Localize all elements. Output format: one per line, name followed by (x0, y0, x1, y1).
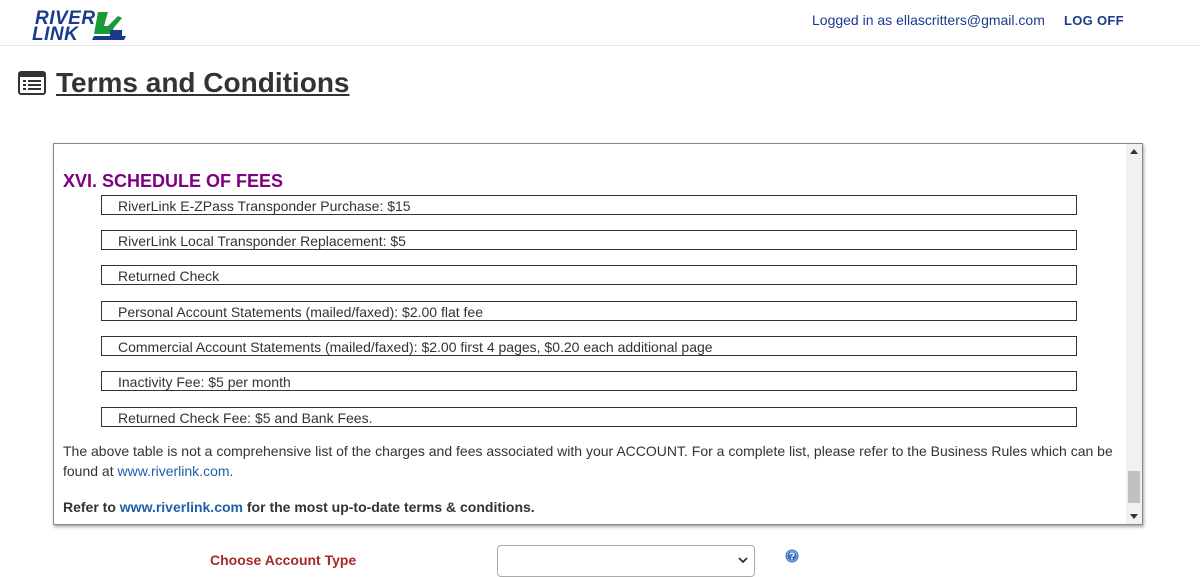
refer-note (63, 499, 535, 515)
logo-text-link: LINK (32, 24, 79, 45)
riverlink-logo[interactable] (32, 8, 132, 44)
list-card-icon (18, 71, 46, 95)
fee-row: RiverLink Local Transponder Replacement: $5 (101, 230, 1077, 250)
help-icon[interactable] (785, 549, 799, 563)
account-type-select[interactable] (497, 545, 755, 577)
disclaimer-text: The above table is not a comprehensive list of the charges and fees associated with your ACCOUNT. For a complete list, please refer to the Business Rules which can be found at (63, 443, 1113, 479)
svg-text:?: ? (788, 551, 796, 563)
chevron-down-icon (738, 556, 748, 564)
fees-disclaimer (63, 441, 1113, 481)
account-type-label: Choose Account Type (210, 552, 357, 568)
bridge-logo-icon (92, 10, 128, 44)
logged-in-status: Logged in as ellascritters@gmail.com (812, 12, 1045, 28)
logo-text-river: RIVER (35, 8, 96, 29)
vertical-scrollbar[interactable] (1126, 144, 1142, 524)
top-header (0, 0, 1200, 46)
fee-row: Returned Check (101, 265, 1077, 285)
fees-section-heading: XVI. SCHEDULE OF FEES (63, 171, 284, 191)
fee-row: Personal Account Statements (mailed/faxed): $2.00 flat fee (101, 301, 1077, 321)
fee-row: Returned Check Fee: $5 and Bank Fees. (101, 407, 1077, 427)
log-off-button[interactable]: LOG OFF (1064, 13, 1124, 28)
scroll-down-arrow-icon[interactable] (1130, 514, 1138, 519)
terms-scroll-box[interactable] (53, 143, 1143, 525)
disclaimer-end: . (229, 463, 234, 479)
page-title: Terms and Conditions (56, 67, 350, 98)
business-rules-link[interactable]: www.riverlink.com (117, 463, 230, 479)
scroll-up-arrow-icon[interactable] (1130, 149, 1138, 154)
fee-row: RiverLink E-ZPass Transponder Purchase: $15 (101, 195, 1077, 215)
refer-suffix: for the most up-to-date terms & conditions. (243, 499, 535, 515)
riverlink-link[interactable]: www.riverlink.com (119, 499, 243, 515)
scroll-thumb[interactable] (1128, 471, 1140, 503)
terms-content (54, 144, 1126, 524)
fee-row: Inactivity Fee: $5 per month (101, 371, 1077, 391)
refer-prefix: Refer to (63, 499, 120, 515)
fee-row: Commercial Account Statements (mailed/faxed): $2.00 first 4 pages, $0.20 each additional page (101, 336, 1077, 356)
